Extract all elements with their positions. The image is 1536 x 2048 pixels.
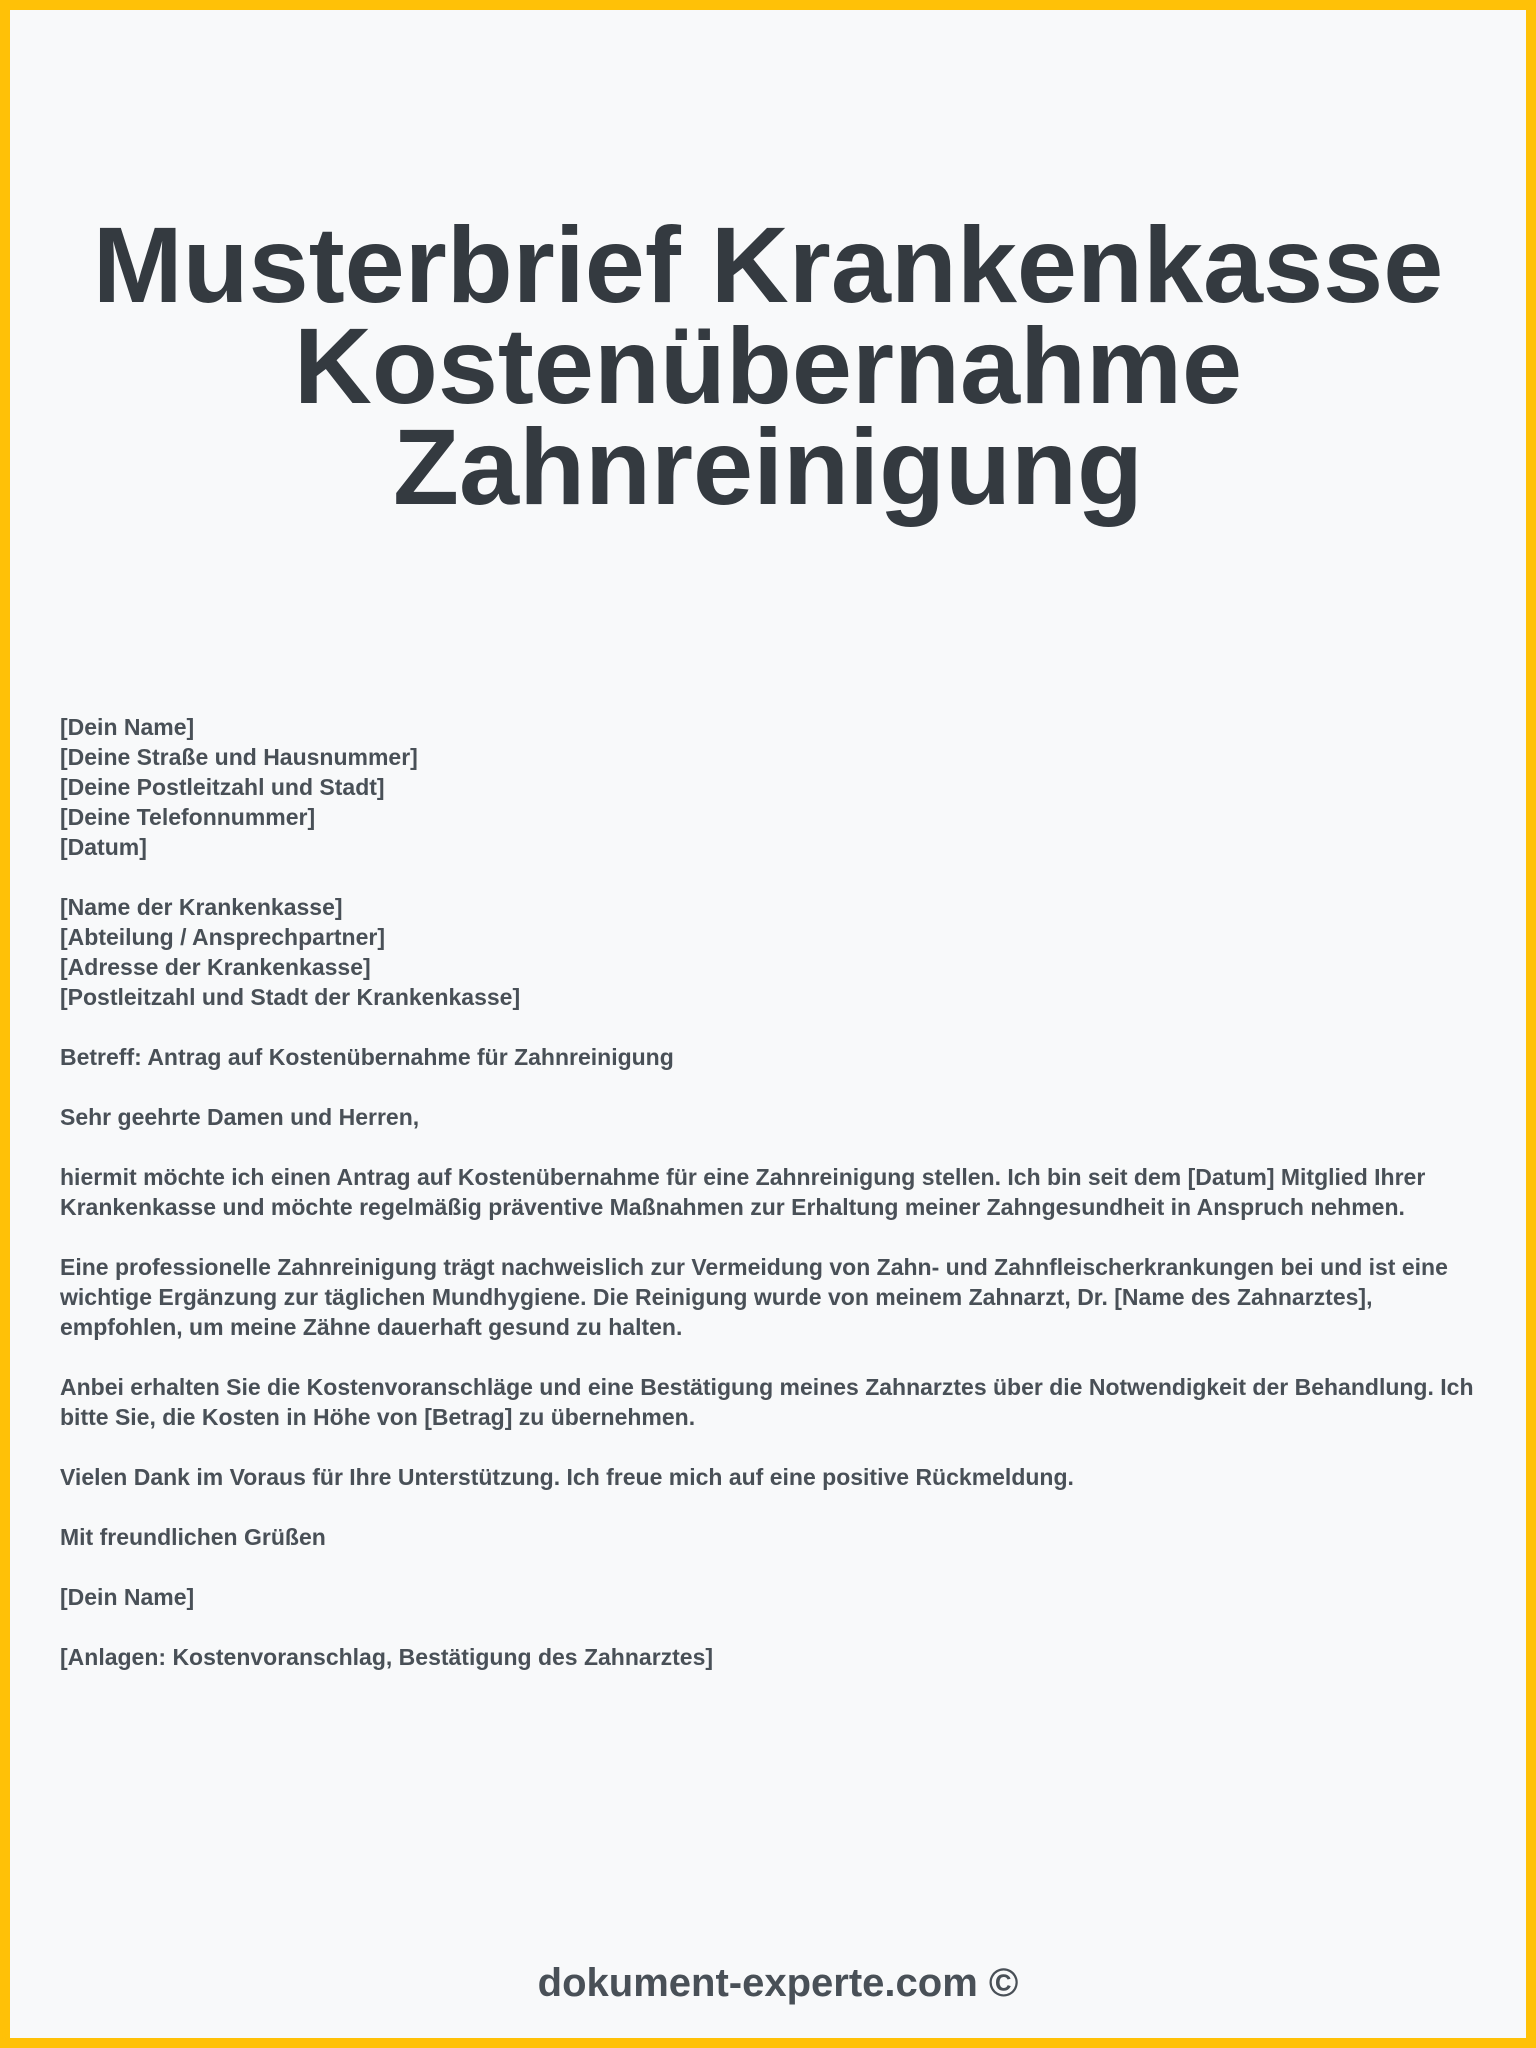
letter-salutation: Sehr geehrte Damen und Herren, <box>60 1104 420 1130</box>
letter-paragraph: Vielen Dank im Voraus für Ihre Unterstützung. Ich freue mich auf eine positive Rückmeldung. <box>60 1464 1074 1490</box>
recipient-city: [Postleitzahl und Stadt der Krankenkasse] <box>60 984 521 1010</box>
sender-name: [Dein Name] <box>60 714 195 740</box>
letter-body <box>60 712 1490 1672</box>
letter-signature: [Dein Name] <box>60 1584 195 1610</box>
sender-city: [Deine Postleitzahl und Stadt] <box>60 774 385 800</box>
sender-date: [Datum] <box>60 834 147 860</box>
recipient-block <box>60 892 1490 1012</box>
sender-phone: [Deine Telefonnummer] <box>60 804 316 830</box>
title-line-3: Zahnreinigung <box>393 406 1143 527</box>
recipient-address: [Adresse der Krankenkasse] <box>60 954 371 980</box>
letter-attachments: [Anlagen: Kostenvoranschlag, Bestätigung des Zahnarztes] <box>60 1644 714 1670</box>
letter-subject: Betreff: Antrag auf Kostenübernahme für Zahnreinigung <box>60 1044 674 1070</box>
sender-block <box>60 712 1490 862</box>
sender-street: [Deine Straße und Hausnummer] <box>60 744 418 770</box>
letter-paragraph: Eine professionelle Zahnreinigung trägt nachweislich zur Vermeidung von Zahn- und Zahnfleischerkrankungen bei und ist eine wichtige Ergänzung zur täglichen Mundhygiene. Die Reinigung wurde von meinem Zahnarzt, Dr. [Name des Zahnarztes], empfohlen, um meine Zähne dauerhaft gesund zu halten. <box>60 1254 1448 1340</box>
letter-paragraph: hiermit möchte ich einen Antrag auf Kostenübernahme für eine Zahnreinigung stellen. Ich bin seit dem [Datum] Mitglied Ihrer Krankenkasse und möchte regelmäßig präventive Maßnahmen zur Erhaltung meiner Zahngesundheit in Anspruch nehmen. <box>60 1164 1426 1220</box>
title-line-2: Kostenübernahme <box>293 305 1243 426</box>
letter-paragraph: Anbei erhalten Sie die Kostenvoranschläge und eine Bestätigung meines Zahnarztes über die Notwendigkeit der Behandlung. Ich bitte Sie, die Kosten in Höhe von [Betrag] zu übernehmen. <box>60 1374 1474 1430</box>
page-title <box>70 204 1466 527</box>
title-line-1: Musterbrief Krankenkasse <box>92 204 1444 325</box>
footer-copyright: dokument-experte.com © <box>537 1961 1019 2005</box>
letter-closing: Mit freundlichen Grüßen <box>60 1524 326 1550</box>
recipient-name: [Name der Krankenkasse] <box>60 894 343 920</box>
recipient-department: [Abteilung / Ansprechpartner] <box>60 924 385 950</box>
